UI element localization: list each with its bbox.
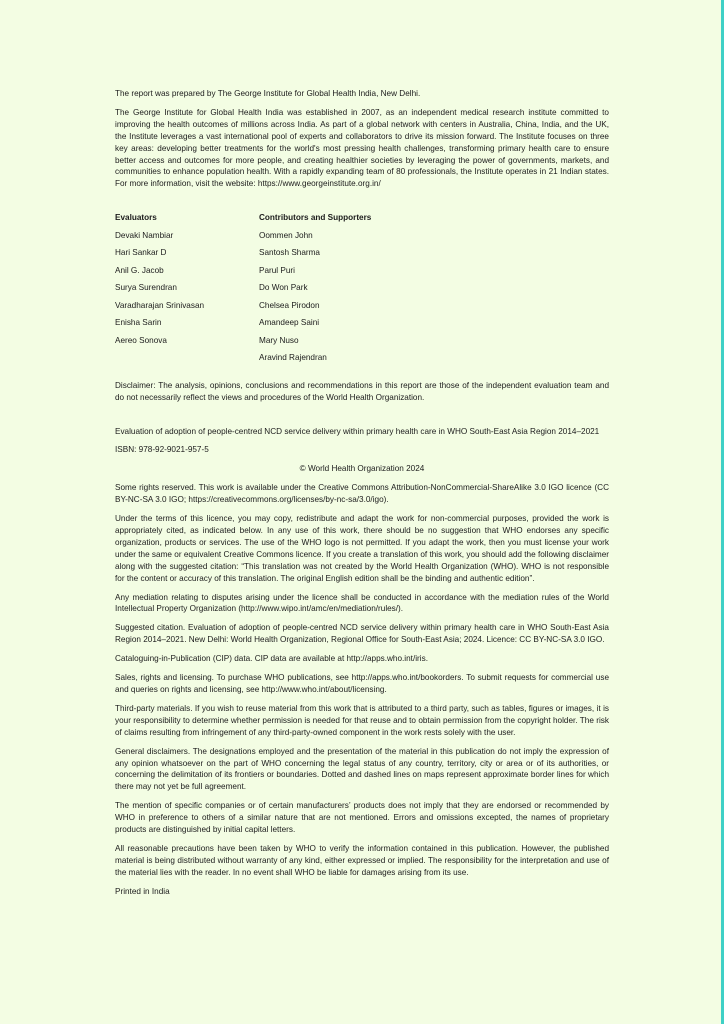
publication-title: Evaluation of adoption of people-centred NCD service delivery within primary health care in WHO South-East Asia Region 2014–2021 [115, 426, 600, 436]
contributor-name: Parul Puri [259, 265, 295, 275]
prepared-by-statement: The report was prepared by The George Institute for Global Health India, New Delhi. [115, 89, 421, 98]
contributor-name: Amandeep Saini [259, 318, 320, 328]
reasonable-precautions: All reasonable precautions have been taken by WHO to verify the information contained in this publication. However, the published material is being distributed without warranty of any kind, either expressed or implied. The responsibility for the interpretation and use of the material lies with the reader. In no event shall WHO be liable for damages arising from its use. [115, 843, 609, 877]
mediation-clause: Any mediation relating to disputes arising under the licence shall be conducted in accordance with the mediation rules of the World Intellectual Property Organization (http://www.wipo.int/amc/en/mediation/rules/). [115, 592, 609, 614]
third-party-materials: Third-party materials. If you wish to reuse material from this work that is attributed to a third party, such as tables, figures or images, it is your responsibility to determine whether permission is needed for that reuse and to obtain permission from the copyright holder. The risk of claims resulting from infringement of any third-party-owned component in the work rests solely with the user. [115, 703, 609, 737]
contributor-name: Aravind Rajendran [259, 353, 327, 363]
evaluator-name: Anil G. Jacob [115, 265, 164, 275]
contributors-column [259, 212, 559, 370]
contributor-name: Oommen John [259, 230, 313, 240]
general-disclaimers: General disclaimers. The designations employed and the presentation of the material in this publication do not imply the expression of any opinion whatsoever on the part of WHO concerning the legal status of any country, territory, city or area or of its authorities, or concerning the delimitation of its frontiers or boundaries. Dotted and dashed lines on maps represent approximate border lines for which there may not yet be full agreement. [115, 746, 609, 792]
institute-description: The George Institute for Global Health India was established in 2007, as an independent medical research institute committed to improving the health outcomes of millions across India. As part of a global network with centers in Australia, China, India, and the UK, the Institute leverages a vast international pool of experts and collaborators to drive its mission forward. The Institute focuses on three key areas: developing better treatments for the world's most pressing health challenges, transforming primary health care to ensure better access and outcomes for more people, and creating healthier societies by leveraging the power of governments, markets, and communities to enhance population health. With a rapidly expanding team of 80 professionals, the Institute operates in 21 Indian states. For more information, visit the website: https://www.georgeinstitute.org.in/ [115, 107, 609, 189]
evaluator-name: Aereo Sonova [115, 335, 167, 345]
evaluator-name: Devaki Nambiar [115, 230, 174, 240]
copyright-notice: © World Health Organization 2024 [299, 464, 425, 474]
contributor-name: Mary Nuso [259, 335, 299, 345]
isbn: ISBN: 978-92-9021-957-5 [115, 445, 209, 455]
rights-reserved: Some rights reserved. This work is available under the Creative Commons Attribution-NonCommercial-ShareAlike 3.0 IGO licence (CC BY-NC-SA 3.0 IGO; https://creativecommons.org/licenses/by-nc-sa/3.0/igo). [115, 483, 609, 505]
contributor-name: Do Won Park [259, 283, 308, 293]
sales-rights-licensing: Sales, rights and licensing. To purchase WHO publications, see http://apps.who.int/bookorders. To submit requests for commercial use and queries on rights and licensing, see http://www.who.int/about/licensing. [115, 673, 609, 694]
copyright-page [115, 88, 609, 905]
cip-data: Cataloguing-in-Publication (CIP) data. CIP data are available at http://apps.who.int/iris. [115, 654, 428, 664]
companies-mention: The mention of specific companies or of certain manufacturers’ products does not imply that they are endorsed or recommended by WHO in preference to others of a similar nature that are not mentioned. Errors and omissions excepted, the names of proprietary products are distinguished by initial capital letters. [115, 801, 609, 835]
suggested-citation: Suggested citation. Evaluation of adoption of people-centred NCD service delivery within primary health care in WHO South-East Asia Region 2014–2021. New Delhi: World Health Organization, Regional Office for South-East Asia; 2024. Licence: CC BY-NC-SA 3.0 IGO. [115, 623, 609, 645]
contributor-name: Santosh Sharma [259, 248, 320, 258]
evaluator-name: Varadharajan Srinivasan [115, 300, 205, 310]
evaluation-disclaimer: Disclaimer: The analysis, opinions, conclusions and recommendations in this report are those of the independent evaluation team and do not necessarily reflect the views and procedures of the World Health Organization. [115, 380, 609, 402]
printed-in: Printed in India [115, 886, 170, 896]
licence-terms: Under the terms of this licence, you may copy, redistribute and adapt the work for non-commercial purposes, provided the work is appropriately cited, as indicated below. In any use of this work, there should be no suggestion that WHO endorses any specific organization, products or services. The use of the WHO logo is not permitted. If you adapt the work, then you must license your work under the same or equivalent Creative Commons licence. If you create a translation of this work, you should add the following disclaimer along with the suggested citation: “This translation was not created by the World Health Organization (WHO). WHO is not responsible for the content or accuracy of this translation. The original English edition shall be the binding and authentic edition”. [115, 514, 609, 583]
contributor-name: Chelsea Pirodon [259, 300, 320, 310]
evaluators-heading: Evaluators [115, 213, 157, 223]
evaluator-name: Enisha Sarin [115, 318, 162, 328]
contributors-heading: Contributors and Supporters [259, 213, 372, 223]
evaluator-name: Surya Surendran [115, 283, 177, 293]
credits-section [115, 212, 609, 370]
evaluators-column [115, 212, 259, 370]
evaluator-name: Hari Sankar D [115, 248, 167, 258]
